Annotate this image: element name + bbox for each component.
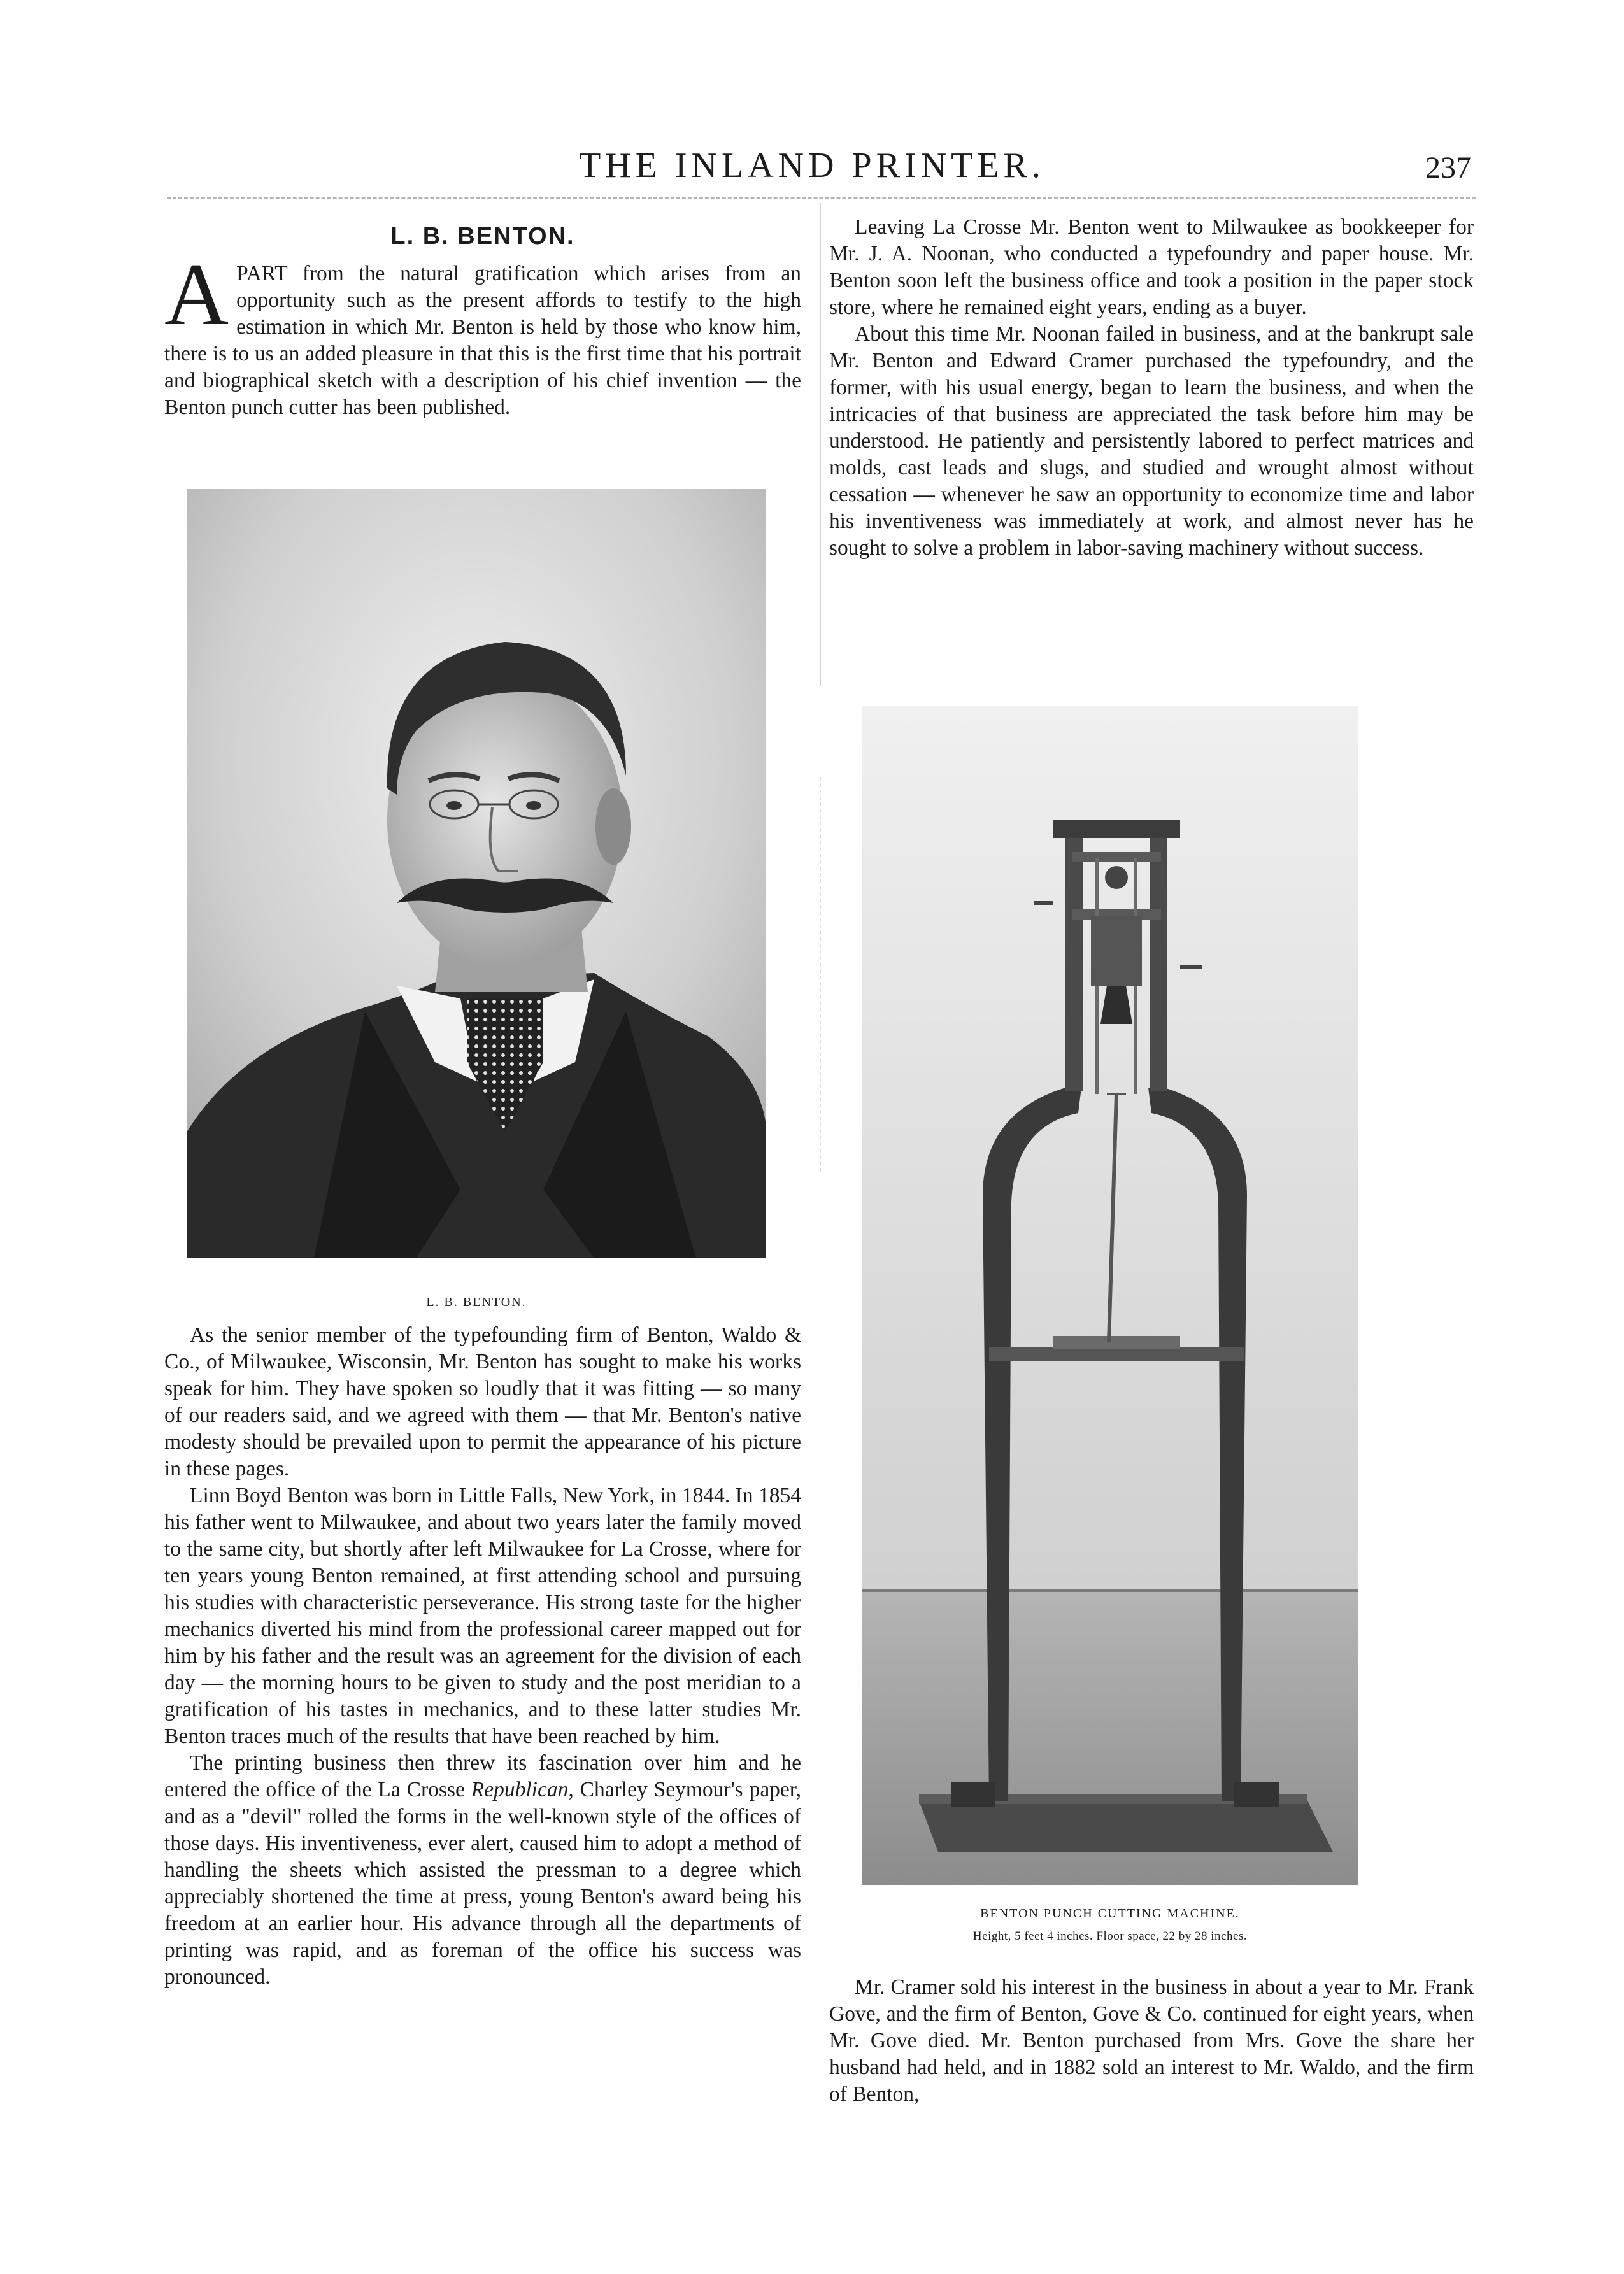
article-title: L. B. BENTON. [390,223,575,250]
right-column-bottom [829,1974,1474,2108]
portrait-illustration [187,489,766,1258]
drop-cap: A [164,245,229,344]
running-header-title: THE INLAND PRINTER. [579,146,1045,185]
column-divider-lower [820,777,821,1172]
paragraph-senior-member: As the senior member of the typefounding firm of Benton, Waldo & Co., of Milwaukee, Wisconsin, Mr. Benton has sought to make his works speak for him. They have spoken so loudly that it was fitting — so many of our readers said, and we agreed with them — that Mr. Benton's native modesty should be prevailed upon to permit the appearance of his picture in these pages. [164,1323,801,1481]
printing-text-after: Charley Seymour's paper, and as a "devil" rolled the forms in the well-known style of the offices of those days. His inventiveness, ever alert, caused him to adopt a method of handling the sheets which assisted the pressman to a degree which appreciably shortened the time at press, young Benton's award being his freedom at an earlier hour. His advance through all the departments of printing was rapid, and as foreman of the office his success was pronounced. [164,1778,801,1989]
newspaper-name: Republican, [471,1778,574,1801]
portrait-photo [187,489,766,1258]
left-column-top [164,214,801,421]
paragraph-born: Linn Boyd Benton was born in Little Falls, New York, in 1844. In 1854 his father went to Milwaukee, and about two years later the family moved to the same city, but shortly after left Milwaukee for La Crosse, where for ten years young Benton remained, at first attending school and pursuing his studies with characteristic perseverance. His strong taste for the higher mechanics diverted his mind from the professional career mapped out for him by his father and the result was an agreement for the division of each day — the morning hours to be given to study and the post meridian to a gratification of his tastes in mechanics, and to these latter studies Mr. Benton traces much of the results that have been reached by him. [164,1484,801,1748]
page-number: 237 [1425,151,1471,185]
punch-cutting-machine-illustration [862,706,1358,1885]
right-column-top [829,214,1474,562]
machine-caption: BENTON PUNCH CUTTING MACHINE. [980,1907,1240,1921]
machine-subcaption: Height, 5 feet 4 inches. Floor space, 22 by 28 inches. [972,1929,1248,1943]
intro-text: PART from the natural gratification which arises from an opportunity such as the present affords to testify to the high estimation in which Mr. Benton is held by those who know him, there is to us an added pleasure in that this is the first time that his portrait and biographical sketch with a description of his chief invention — the Benton punch cutter has been published. [164,262,801,419]
portrait-caption: L. B. BENTON. [426,1295,527,1309]
paragraph-cramer-sold: Mr. Cramer sold his interest in the business in about a year to Mr. Frank Gove, and the firm of Benton, Gove & Co. continued for eight years, when Mr. Gove died. Mr. Benton purchased from Mrs. Gove the share her husband had held, and in 1882 sold an interest to Mr. Waldo, and the firm of Benton, [829,1975,1474,2106]
paragraph-leaving-la-crosse: Leaving La Crosse Mr. Benton went to Milwaukee as bookkeeper for Mr. J. A. Noonan, who conducted a typefoundry and paper house. Mr. Benton soon left the business office and took a position in the paper stock store, where he remained eight years, ending as a buyer. [829,215,1474,319]
machine-photo [862,706,1358,1885]
intro-paragraph [164,245,801,421]
header-rule [167,197,1476,199]
left-column-bottom [164,1322,801,1991]
column-divider [820,203,821,686]
paragraph-printing-business [164,1750,801,1991]
paragraph-noonan-failed: About this time Mr. Noonan failed in business, and at the bankrupt sale Mr. Benton and Edward Cramer purchased the typefoundry, and the former, with his usual energy, began to learn the business, and when the intricacies of that business are appreciated the task before him may be understood. He patiently and persistently labored to perfect matrices and molds, cast leads and slugs, and studied and wrought almost without cessation — whenever he saw an opportunity to economize time and labor his inventiveness was immediately at work, and almost never has he sought to solve a problem in labor-saving machinery without success. [829,322,1474,560]
printing-text-before: The printing business then threw its fascination over him and he entered the office of the La Crosse [164,1751,801,1801]
